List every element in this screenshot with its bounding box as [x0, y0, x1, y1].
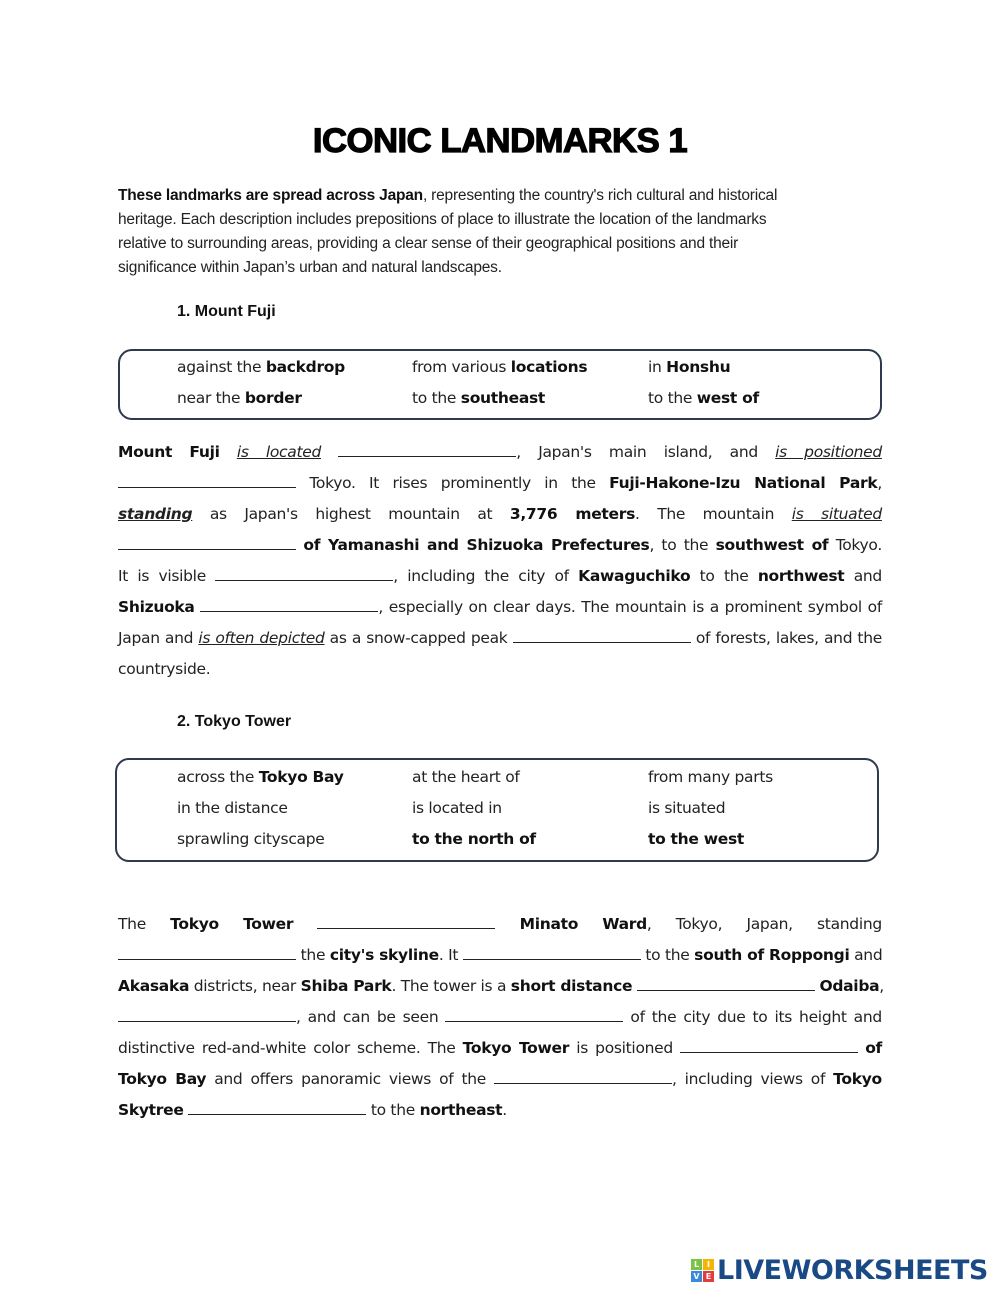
word-bank-tokyo-tower [115, 758, 879, 862]
intro-bold-lead: These landmarks are spread across Japan [118, 187, 423, 204]
word-bank-item: sprawling cityscape [177, 830, 325, 848]
word-bank-item: against the backdrop [177, 358, 345, 376]
word-bank-item: is situated [648, 799, 726, 817]
paragraph-tokyo-tower: The Tokyo Tower Minato Ward, Tokyo, Japan, standing the city's skyline. It to the south of Roppongi and Akasaka districts, near Shiba Park. The tower is a short distance Odaiba, , and can be seen of the city due to its height and distinctive red-and-white color scheme. The Tokyo Tower is positioned of Tokyo Bay and offers panoramic views of the , including views of Tokyo Skytree to the northeast. [118, 915, 884, 1119]
word-bank-item: to the north of [412, 830, 536, 848]
blank-3[interactable] [118, 535, 296, 550]
word-bank-item: at the heart of [412, 768, 520, 786]
blank-14[interactable] [494, 1069, 672, 1084]
section-heading-tokyo-tower: 2. Tokyo Tower [177, 713, 292, 730]
blank-11[interactable] [118, 1007, 296, 1022]
blank-4[interactable] [215, 566, 393, 581]
blank-12[interactable] [445, 1007, 623, 1022]
word-bank-item: in the distance [177, 799, 288, 817]
intro-text: heritage. Each description includes prepositions of place to illustrate the location of the landmarks [118, 211, 767, 228]
section-heading-mount-fuji: 1. Mount Fuji [177, 303, 276, 320]
liveworksheets-logo [691, 1255, 988, 1286]
word-bank-item: across the Tokyo Bay [177, 768, 344, 786]
word-bank-item: to the west [648, 830, 744, 848]
blank-15[interactable] [188, 1100, 366, 1115]
blank-8[interactable] [118, 945, 296, 960]
word-bank-item: in Honshu [648, 358, 731, 376]
blank-10[interactable] [637, 976, 815, 991]
word-bank-item: near the border [177, 389, 302, 407]
word-bank-item: from various locations [412, 358, 588, 376]
word-bank-mount-fuji [118, 349, 882, 420]
paragraph-mount-fuji: Mount Fuji is located , Japan's main island, and is positioned Tokyo. It rises prominently in the Fuji-Hakone-Izu National Park, standing as Japan's highest mountain at 3,776 meters. The mountain is situated of Yamanashi and Shizuoka Prefectures, to the southwest of Tokyo. It is visible , including the city of Kawaguchiko to the northwest and Shizuoka , especially on clear days. The mountain is a prominent symbol of Japan and is often depicted as a snow-capped peak of forests, lakes, and the countryside. [118, 443, 882, 678]
blank-7[interactable] [317, 914, 495, 929]
word-bank-item: to the west of [648, 389, 759, 407]
live-grid-icon: L I V E [691, 1259, 714, 1282]
word-bank-item: from many parts [648, 768, 773, 786]
blank-1[interactable] [338, 442, 516, 457]
page-title: ICONIC LANDMARKS 1 [312, 122, 688, 160]
blank-5[interactable] [200, 597, 378, 612]
intro-text: , representing the country's rich cultural and historical [422, 187, 778, 204]
logo-text: LIVEWORKSHEETS [717, 1255, 988, 1286]
blank-13[interactable] [680, 1038, 858, 1053]
intro-text: relative to surrounding areas, providing a clear sense of their geographical positions and their [118, 235, 739, 252]
blank-6[interactable] [513, 628, 691, 643]
word-bank-item: to the southeast [412, 389, 546, 407]
blank-2[interactable] [118, 473, 296, 488]
intro-text: significance within Japan’s urban and natural landscapes. [118, 259, 502, 276]
blank-9[interactable] [463, 945, 641, 960]
word-bank-item: is located in [412, 799, 502, 817]
intro-paragraph [118, 184, 848, 280]
